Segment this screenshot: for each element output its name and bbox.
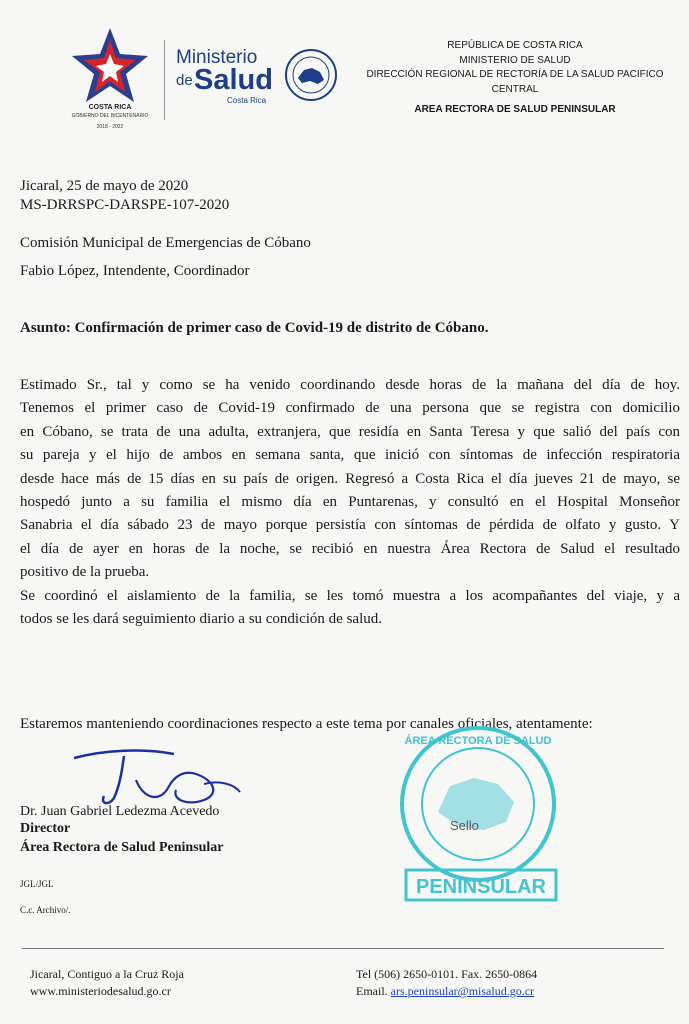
footer-divider bbox=[22, 948, 664, 949]
place-date: Jicaral, 25 de mayo de 2020 bbox=[20, 178, 189, 194]
header-line-ministry: MINISTERIO DE SALUD bbox=[459, 55, 571, 66]
footer-email-row bbox=[356, 984, 534, 999]
logo-years-label: 2018 - 2022 bbox=[96, 124, 124, 130]
ministry-logo-de: de bbox=[176, 72, 193, 89]
footer-email-link[interactable]: ars.peninsular@misalud.go.cr bbox=[390, 984, 535, 998]
costa-rica-star-logo bbox=[62, 24, 158, 136]
stamp-peninsular: PENINSULAR bbox=[415, 876, 547, 898]
header-line-republic: REPÚBLICA DE COSTA RICA bbox=[447, 40, 583, 51]
ministry-logo-salud: Salud bbox=[194, 64, 273, 96]
paragraph-line: hospedó junto a su familia el mismo día en Puntarenas, y consultó en el Hospital Monseñor bbox=[20, 494, 680, 511]
logo-country-label: COSTA RICA bbox=[88, 104, 132, 111]
official-stamp bbox=[388, 722, 568, 912]
stamp-label: Sello bbox=[450, 818, 479, 833]
footer-email-label: Email. bbox=[356, 984, 391, 998]
footer-phone: Tel (506) 2650-0101. Fax. 2650-0864 bbox=[356, 967, 538, 981]
paragraph-line: el día de ayer en horas de la noche, se recibió en nuestra Área Rectora de Salud el resultado bbox=[20, 540, 680, 557]
paragraph-line: positivo de la prueba. bbox=[20, 564, 150, 581]
signer-area: Área Rectora de Salud Peninsular bbox=[20, 840, 224, 855]
cc-archive: C.c. Archivo/. bbox=[20, 905, 71, 915]
ministry-seal-icon bbox=[284, 48, 338, 102]
header-line-direction: DIRECCIÓN REGIONAL DE RECTORÍA DE LA SALUD PACIFICO bbox=[366, 69, 664, 80]
header-line-central: CENTRAL bbox=[491, 84, 539, 95]
recipient-org: Comisión Municipal de Emergencias de Cóbano bbox=[20, 235, 311, 251]
paragraph-line: todos se les dará seguimiento diario a su condición de salud. bbox=[20, 611, 382, 628]
paragraph-main bbox=[20, 374, 680, 631]
logo-government-label: GOBIERNO DEL BICENTENARIO bbox=[71, 113, 149, 119]
paragraph-line: su pareja y el hijo de ambos en semana santa, que inició con síntomas de infección respiratoria bbox=[20, 447, 680, 464]
closing-line: Estaremos manteniendo coordinaciones respecto a este tema por canales oficiales, atentamente: bbox=[20, 716, 593, 732]
paragraph-line: Sanabria el día sábado 23 de mayo porque persistía con síntomas de pérdida de olfato y gusto. Y bbox=[20, 517, 680, 534]
header-area: AREA RECTORA DE SALUD PENINSULAR bbox=[414, 104, 616, 115]
ministry-logo-country: Costa Rica bbox=[227, 96, 267, 105]
recipient-person: Fabio López, Intendente, Coordinador bbox=[20, 263, 250, 279]
logo-divider bbox=[164, 40, 165, 120]
subject-line: Asunto: Confirmación de primer caso de Covid-19 de distrito de Cóbano. bbox=[20, 320, 489, 336]
paragraph-line: Tenemos el primer caso de Covid-19 confirmado de una persona que se registra con domicilio bbox=[20, 400, 680, 417]
signer-name: Dr. Juan Gabriel Ledezma Acevedo bbox=[20, 804, 220, 819]
footer-website[interactable]: www.ministeriodesalud.go.cr bbox=[30, 984, 171, 998]
paragraph-line: desde hace más de 15 días en su país de origen. Regresó a Costa Rica el día jueves 21 de mayo, se bbox=[20, 470, 680, 487]
initials: JGL/JGL bbox=[20, 879, 54, 889]
paragraph-line: en Cóbano, se trata de una adulta, extranjera, que residía en Santa Teresa y que salió del país con bbox=[20, 423, 680, 440]
paragraph-line: Estimado Sr., tal y como se ha venido coordinando desde horas de la mañana del día de hoy. bbox=[20, 377, 680, 393]
paragraph-line: Se coordinó el aislamiento de la familia, se les tomó muestra a los acompañantes del viaje, y a bbox=[20, 587, 680, 604]
signer-title: Director bbox=[20, 821, 71, 836]
ministry-logo-word: Ministerio bbox=[176, 47, 258, 68]
footer-address: Jicaral, Contiguo a la Cruz Roja bbox=[30, 967, 184, 981]
reference-number: MS-DRRSPC-DARSPE-107-2020 bbox=[20, 197, 230, 213]
stamp-top-text: ÁREA RECTORA DE SALUD bbox=[404, 735, 552, 747]
